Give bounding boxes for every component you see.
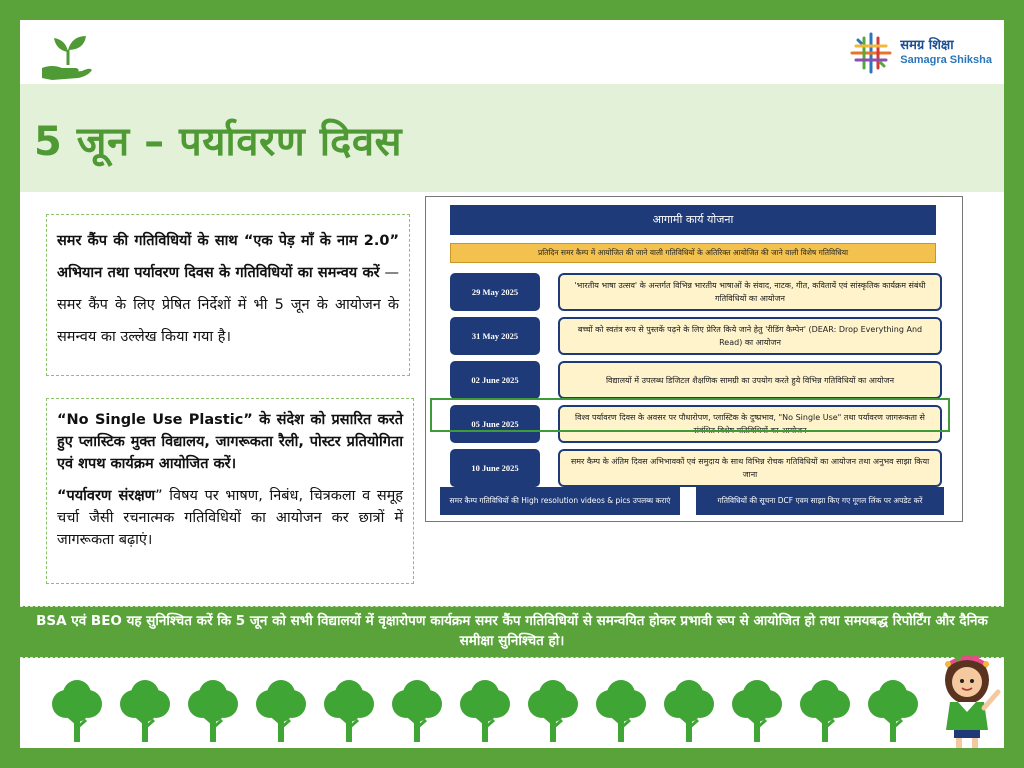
- plan-row-date: 31 May 2025: [450, 317, 540, 355]
- plan-row-description: विश्व पर्यावरण दिवस के अवसर पर पौधारोपण, प्लास्टिक के दुष्प्रभाव, "No Single Use" तथा पर्यावरण जागरूकता से संबंधित विशेष गतिविधियों का आयोजन: [558, 405, 942, 443]
- tree-icon: [592, 680, 650, 746]
- samagra-shiksha-emblem-icon: [848, 30, 894, 76]
- plan-row-date: 02 June 2025: [450, 361, 540, 399]
- girl-mascot-icon: [932, 652, 1002, 748]
- plan-row-description: 'भारतीय भाषा उत्सव' के अन्तर्गत विभिन्न भारतीय भाषाओं के संवाद, नाटक, गीत, कवितायें एवं सांस्कृतिक कार्यक्रम संबंधी गतिविधियों का आयोजन: [558, 273, 942, 311]
- tree-icon: [456, 680, 514, 746]
- tree-icon: [184, 680, 242, 746]
- tree-icon: [524, 680, 582, 746]
- plan-row: [450, 449, 942, 487]
- tree-row: [48, 680, 928, 746]
- bsa-beo-notice: BSA एवं BEO यह सुनिश्चित करें कि 5 जून को सभी विद्यालयों में वृक्षारोपण कार्यक्रम समर कैंप गतिविधियों से समन्वयित होकर प्रभावी रूप से आयोजित हो तथा समयबद्ध रिपोर्टिंग और दैनिक समीक्षा सुनिश्चित हो।: [20, 606, 1004, 658]
- title-band: [20, 84, 1004, 192]
- plan-heading: आगामी कार्य योजना: [450, 205, 936, 235]
- page-title: 5 जून – पर्यावरण दिवस: [34, 119, 403, 165]
- coordination-note-bold: समर कैंप की गतिविधियों के साथ “एक पेड़ माँ के नाम 2.0” अभियान तथा पर्यावरण दिवस के गतिविधियों का समन्वय करें: [57, 233, 399, 281]
- plastic-awareness-text: “No Single Use Plastic” के संदेश को प्रसारित करते हुए प्लास्टिक मुक्त विद्यालय, जागरूकता रैली, पोस्टर प्रतियोगिता एवं शपथ कार्यक्रम आयोजित करें।: [57, 412, 403, 472]
- environment-protection-text: ” विषय पर भाषण, निबंध, चित्रकला व समूह चर्चा जैसी रचनात्मक गतिविधियों का आयोजन कर छात्रों में जागरूकता बढ़ाएं।: [57, 488, 403, 548]
- plan-row-description: बच्चों को स्वतंत्र रूप से पुस्तकें पढ़ने के लिए प्रेरित किये जाने हेतु 'रीडिंग कैम्पेन' (DEAR: Drop Everything And Read) का आयोजन: [558, 317, 942, 355]
- plan-row-date: 05 June 2025: [450, 405, 540, 443]
- plan-row: [450, 317, 942, 355]
- plan-footer-update: गतिविधियों की सूचना DCF एवम साझा किए गए गूगल लिंक पर अपडेट करें: [696, 487, 944, 515]
- tree-icon: [728, 680, 786, 746]
- plan-subheading: प्रतिदिन समर कैम्प में आयोजित की जाने वाली गतिविधियों के अतिरिक्त आयोजित की जाने वाली विशेष गतिविधिया: [450, 243, 936, 263]
- plastic-awareness-box: [46, 398, 414, 584]
- plan-footer-media: समर कैम्प गतिविधियों की High resolution videos & pics उपलब्ध कराएं: [440, 487, 680, 515]
- plan-row-description: विद्यालयों में उपलब्ध डिजिटल शैक्षणिक सामग्री का उपयोग करते हुये विभिन्न गतिविधियों का आयोजन: [558, 361, 942, 399]
- tree-icon: [48, 680, 106, 746]
- plan-row-description: समर कैम्प के अंतिम दिवस अभिभावकों एवं समुदाय के साथ विभिन्न रोचक गतिविधियों का आयोजन तथा अनुभव साझा किया जाना: [558, 449, 942, 487]
- plant-in-hand-icon: [38, 34, 94, 82]
- tree-icon: [320, 680, 378, 746]
- slide: [20, 20, 1004, 748]
- environment-day-highlight: [430, 398, 950, 432]
- action-plan-image: [425, 196, 963, 522]
- tree-icon: [864, 680, 922, 746]
- plan-row: [450, 361, 942, 399]
- plan-row: [450, 273, 942, 311]
- tree-icon: [116, 680, 174, 746]
- tree-icon: [252, 680, 310, 746]
- samagra-shiksha-logo: [848, 30, 992, 76]
- coordination-note-box: [46, 214, 410, 376]
- tree-icon: [796, 680, 854, 746]
- plan-row-date: 10 June 2025: [450, 449, 540, 487]
- tree-icon: [660, 680, 718, 746]
- brand-english-name: Samagra Shiksha: [900, 54, 992, 67]
- coordination-note-text: — समर कैंप के लिए प्रेषित निर्देशों में भी 5 जून के आयोजन के समन्वय का उल्लेख किया गया है।: [57, 265, 400, 345]
- plan-row-date: 29 May 2025: [450, 273, 540, 311]
- brand-hindi-name: समग्र शिक्षा: [900, 38, 954, 54]
- environment-protection-bold: “पर्यावरण संरक्षण: [57, 488, 156, 504]
- tree-icon: [388, 680, 446, 746]
